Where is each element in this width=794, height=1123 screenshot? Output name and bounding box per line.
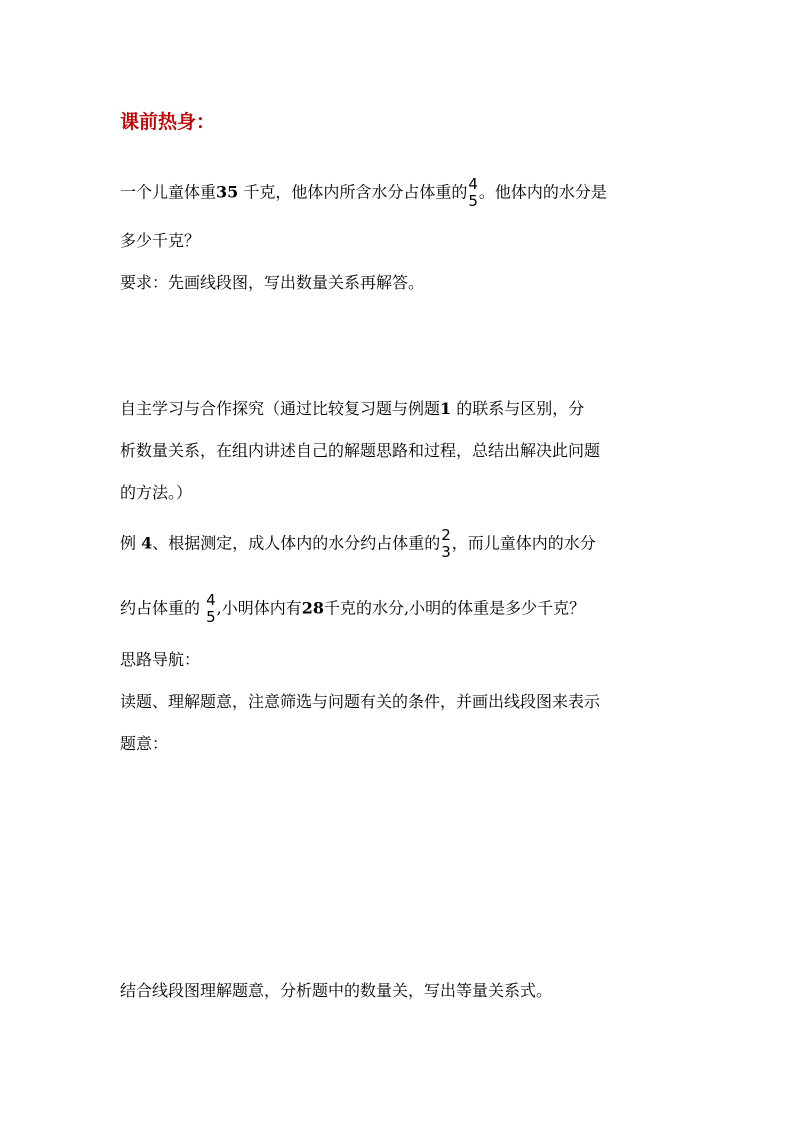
fraction-numerator: 4 [206, 591, 216, 609]
warmup-fraction [468, 176, 478, 210]
warmup-requirement: 要求：先画线段图，写出数量关系再解答。 [120, 273, 425, 292]
guide-read-line-1: 读题、理解题意，注意筛选与问题有关的条件，并画出线段图来表示 [120, 692, 601, 711]
guide-combine: 结合线段图理解题意，分析题中的数量关，写出等量关系式。 [120, 981, 553, 1000]
explore-number: 1 [440, 399, 452, 418]
fraction-denominator: 3 [441, 543, 451, 561]
example-line-1 [120, 527, 596, 561]
example-text-c: ，而儿童体内的水分 [451, 533, 596, 553]
warmup-text-c: 。他体内的水分是 [478, 182, 607, 202]
warmup-text-a: 一个儿童体重 [120, 182, 217, 202]
example-text-b: 、根据测定，成人体内的水分约占体重的 [152, 533, 441, 553]
example-text-d: 约占体重的 [120, 598, 206, 618]
example-text-e: ,小明体内有 [216, 598, 302, 618]
explore-line-2: 析数量关系，在组内讲述自己的解题思路和过程，总结出解决此问题 [120, 441, 601, 460]
warmup-question-line-1 [120, 176, 607, 210]
fraction-denominator: 5 [468, 192, 478, 210]
warmup-question-line-2: 多少千克？ [120, 231, 201, 250]
example-text-f: 千克的水分,小明的体重是多少千克？ [324, 598, 586, 618]
explore-line-1 [120, 396, 584, 419]
explore-line-3: 的方法。） [120, 483, 193, 502]
warmup-weight: 35 [216, 182, 239, 202]
explore-text-a: 自主学习与合作探究（通过比较复习题与例题 [120, 399, 441, 418]
fraction-numerator: 4 [468, 175, 478, 193]
fraction-denominator: 5 [206, 608, 216, 626]
example-line-2 [120, 592, 585, 626]
fraction-numerator: 2 [441, 526, 451, 544]
example-water-amount: 28 [301, 598, 324, 618]
explore-text-b: 的联系与区别，分 [451, 399, 585, 418]
guide-title: 思路导航： [120, 650, 201, 669]
example-fraction-adult [441, 527, 451, 561]
warmup-text-b: 千克，他体内所含水分占体重的 [238, 182, 468, 202]
section-heading: 课前热身： [120, 111, 216, 133]
example-text-a: 例 [120, 533, 142, 553]
example-fraction-child [206, 592, 216, 626]
guide-read-line-2: 题意： [120, 734, 169, 753]
example-number: 4 [141, 533, 153, 553]
